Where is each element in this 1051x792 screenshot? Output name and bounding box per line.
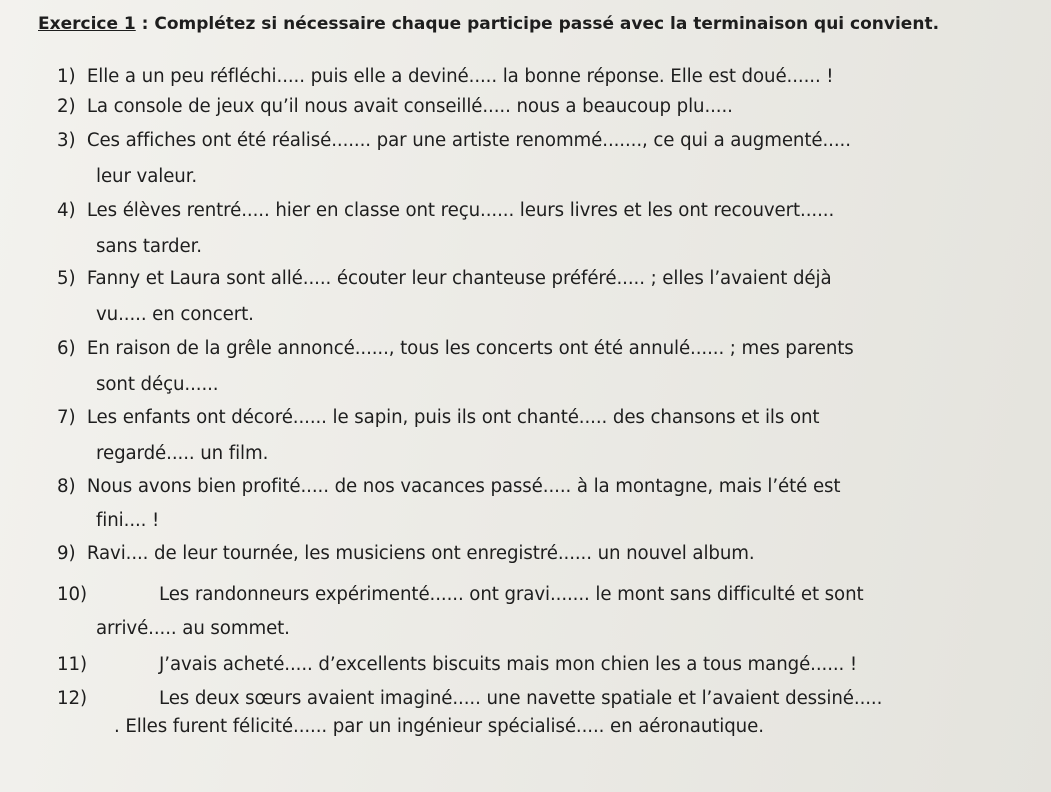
item-number: 11) <box>57 654 87 675</box>
item-5 <box>57 268 832 289</box>
exercise-separator: : <box>135 14 155 34</box>
item-number: 4) <box>57 200 76 221</box>
item-8-continuation: fini.... ! <box>96 510 160 531</box>
item-text: Fanny et Laura sont allé..... écouter leur chanteuse préféré..... ; elles l’avaient déjà <box>86 268 832 289</box>
item-3-continuation: leur valeur. <box>96 166 198 187</box>
item-text: En raison de la grêle annoncé......, tous les concerts ont été annulé...... ; mes parents <box>86 338 854 359</box>
item-number: 1) <box>57 66 76 87</box>
item-number: 9) <box>57 543 76 564</box>
item-text: Les randonneurs expérimenté...... ont gravi....... le mont sans difficulté et sont <box>159 584 864 605</box>
item-9 <box>57 543 755 564</box>
item-10-continuation: arrivé..... au sommet. <box>96 618 290 639</box>
item-12-continuation: . Elles furent félicité...... par un ingénieur spécialisé..... en aéronautique. <box>114 716 764 737</box>
item-number: 2) <box>57 96 76 117</box>
item-6-continuation: sont déçu...... <box>96 374 219 395</box>
exercise-label: Exercice 1 <box>38 14 136 34</box>
item-7 <box>57 407 819 428</box>
item-number: 12) <box>57 688 87 709</box>
item-text: Ravi.... de leur tournée, les musiciens ont enregistré...... un nouvel album. <box>86 543 755 564</box>
item-8 <box>57 476 840 497</box>
item-6 <box>57 338 854 359</box>
item-12 <box>57 688 882 709</box>
item-number: 7) <box>57 407 76 428</box>
item-7-continuation: regardé..... un film. <box>96 443 269 464</box>
item-4 <box>57 200 834 221</box>
item-text: Nous avons bien profité..... de nos vacances passé..... à la montagne, mais l’été est <box>86 476 841 497</box>
item-number: 8) <box>57 476 76 497</box>
item-11 <box>57 654 857 675</box>
item-2 <box>57 96 733 117</box>
item-text: La console de jeux qu’il nous avait conseillé..... nous a beaucoup plu..... <box>86 96 733 117</box>
item-text: Elle a un peu réfléchi..... puis elle a deviné..... la bonne réponse. Elle est doué...... ! <box>86 66 834 87</box>
exercise-instruction: Complétez si nécessaire chaque participe passé avec la terminaison qui convient. <box>154 14 940 34</box>
item-5-continuation: vu..... en concert. <box>96 304 254 325</box>
item-number: 10) <box>57 584 87 605</box>
exercise-title <box>38 14 939 34</box>
item-text: Les élèves rentré..... hier en classe ont reçu...... leurs livres et les ont recouvert...... <box>86 200 835 221</box>
item-3 <box>57 130 851 151</box>
item-text: Les deux sœurs avaient imaginé..... une navette spatiale et l’avaient dessiné..... <box>159 688 883 709</box>
item-10 <box>57 584 864 605</box>
item-text: Ces affiches ont été réalisé....... par une artiste renommé......., ce qui a augmenté..... <box>86 130 851 151</box>
item-number: 6) <box>57 338 76 359</box>
item-number: 5) <box>57 268 76 289</box>
item-1 <box>57 66 834 87</box>
item-text: J’avais acheté..... d’excellents biscuits mais mon chien les a tous mangé...... ! <box>159 654 858 675</box>
item-4-continuation: sans tarder. <box>96 236 202 257</box>
item-number: 3) <box>57 130 76 151</box>
item-text: Les enfants ont décoré...... le sapin, puis ils ont chanté..... des chansons et ils ont <box>86 407 820 428</box>
